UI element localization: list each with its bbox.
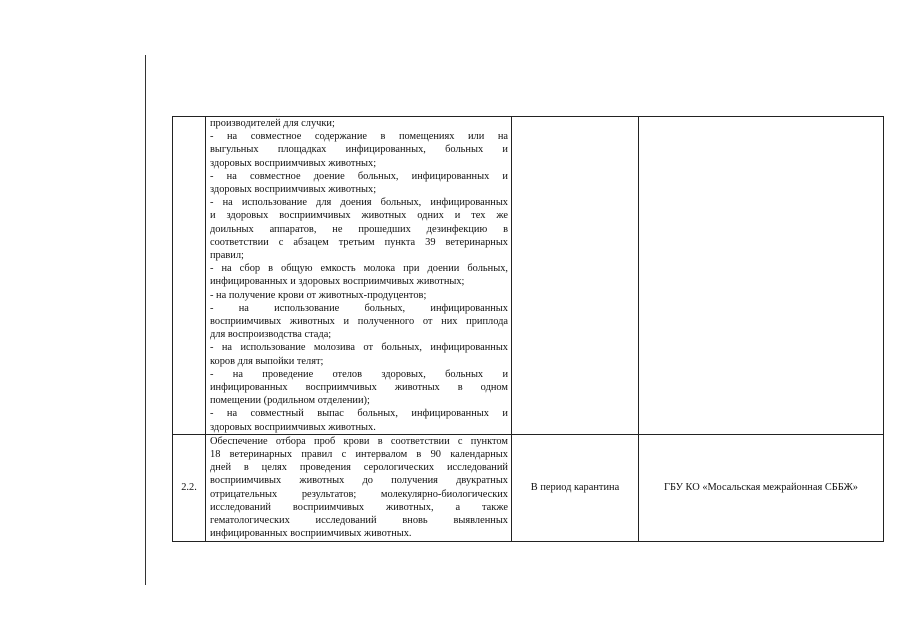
text-line: - на использование для доения больных, инфицированных [210,197,508,209]
responsible-cell: ГБУ КО «Мосальская межрайонная СББЖ» [639,434,884,541]
text-line: - на проведение отелов здоровых, больных и [210,368,508,380]
measure-description [206,117,512,435]
text-line: инфицированных восприимчивых животных. [210,528,412,540]
text-line: доильных аппаратов, не прошедших дезинфекцию в [210,223,508,235]
page-margin-line [145,55,146,585]
text-line: - на совместный выпас больных, инфицированных и [210,408,508,420]
table-row [173,434,884,541]
text-line: здоровых восприимчивых животных; [210,184,377,196]
text-line: коров для выпойки телят; [210,355,324,367]
text-line: Обеспечение отбора проб крови в соответствии с пунктом [210,435,508,447]
text-line: соответствии с абзацем третьим пункта 39 ветеринарных [210,236,508,248]
text-line: для воспроизводства стада; [210,329,332,341]
text-line: инфицированных восприимчивых животных в одном [210,382,508,394]
measures-table [172,116,884,542]
measure-description [206,434,512,541]
text-line: восприимчивых животных до получения двукратных [210,475,508,487]
text-line: - на получение крови от животных-продуцентов; [210,289,427,301]
text-line: помещении (родильном отделении); [210,395,370,407]
responsible-cell [639,117,884,435]
text-line: - на совместное содержание в помещениях или на [210,131,508,143]
text-line: гематологических исследований вновь выявленных [210,515,508,527]
text-line: здоровых восприимчивых животных; [210,157,377,169]
text-line: дней в целях проведения серологических исследований [210,462,508,474]
text-line: здоровых восприимчивых животных. [210,421,376,433]
text-line: правил; [210,250,244,262]
text-line: - на использование больных, инфицированных [210,302,508,314]
text-line: восприимчивых животных и полученного от них приплода [210,316,508,328]
row-number: 2.2. [173,434,206,541]
text-line: исследований восприимчивых животных, а также [210,501,508,513]
text-line: и здоровых восприимчивых животных одних и тех же [210,210,508,222]
text-line: инфицированных и здоровых восприимчивых животных; [210,276,465,288]
row-number [173,117,206,435]
text-line: - на совместное доение больных, инфицированных и [210,170,508,182]
period-cell: В период карантина [512,434,639,541]
table-row [173,117,884,435]
period-cell [512,117,639,435]
text-line: производителей для случки; [210,118,335,129]
text-line: - на использование молозива от больных, инфицированных [210,342,508,354]
text-line: 18 ветеринарных правил с интервалом в 90 календарных [210,449,508,461]
text-line: выгульных площадках инфицированных, больных и [210,144,508,156]
text-line: - на сбор в общую емкость молока при доении больных, [210,263,508,275]
text-line: отрицательных результатов; молекулярно-биологических [210,488,508,500]
